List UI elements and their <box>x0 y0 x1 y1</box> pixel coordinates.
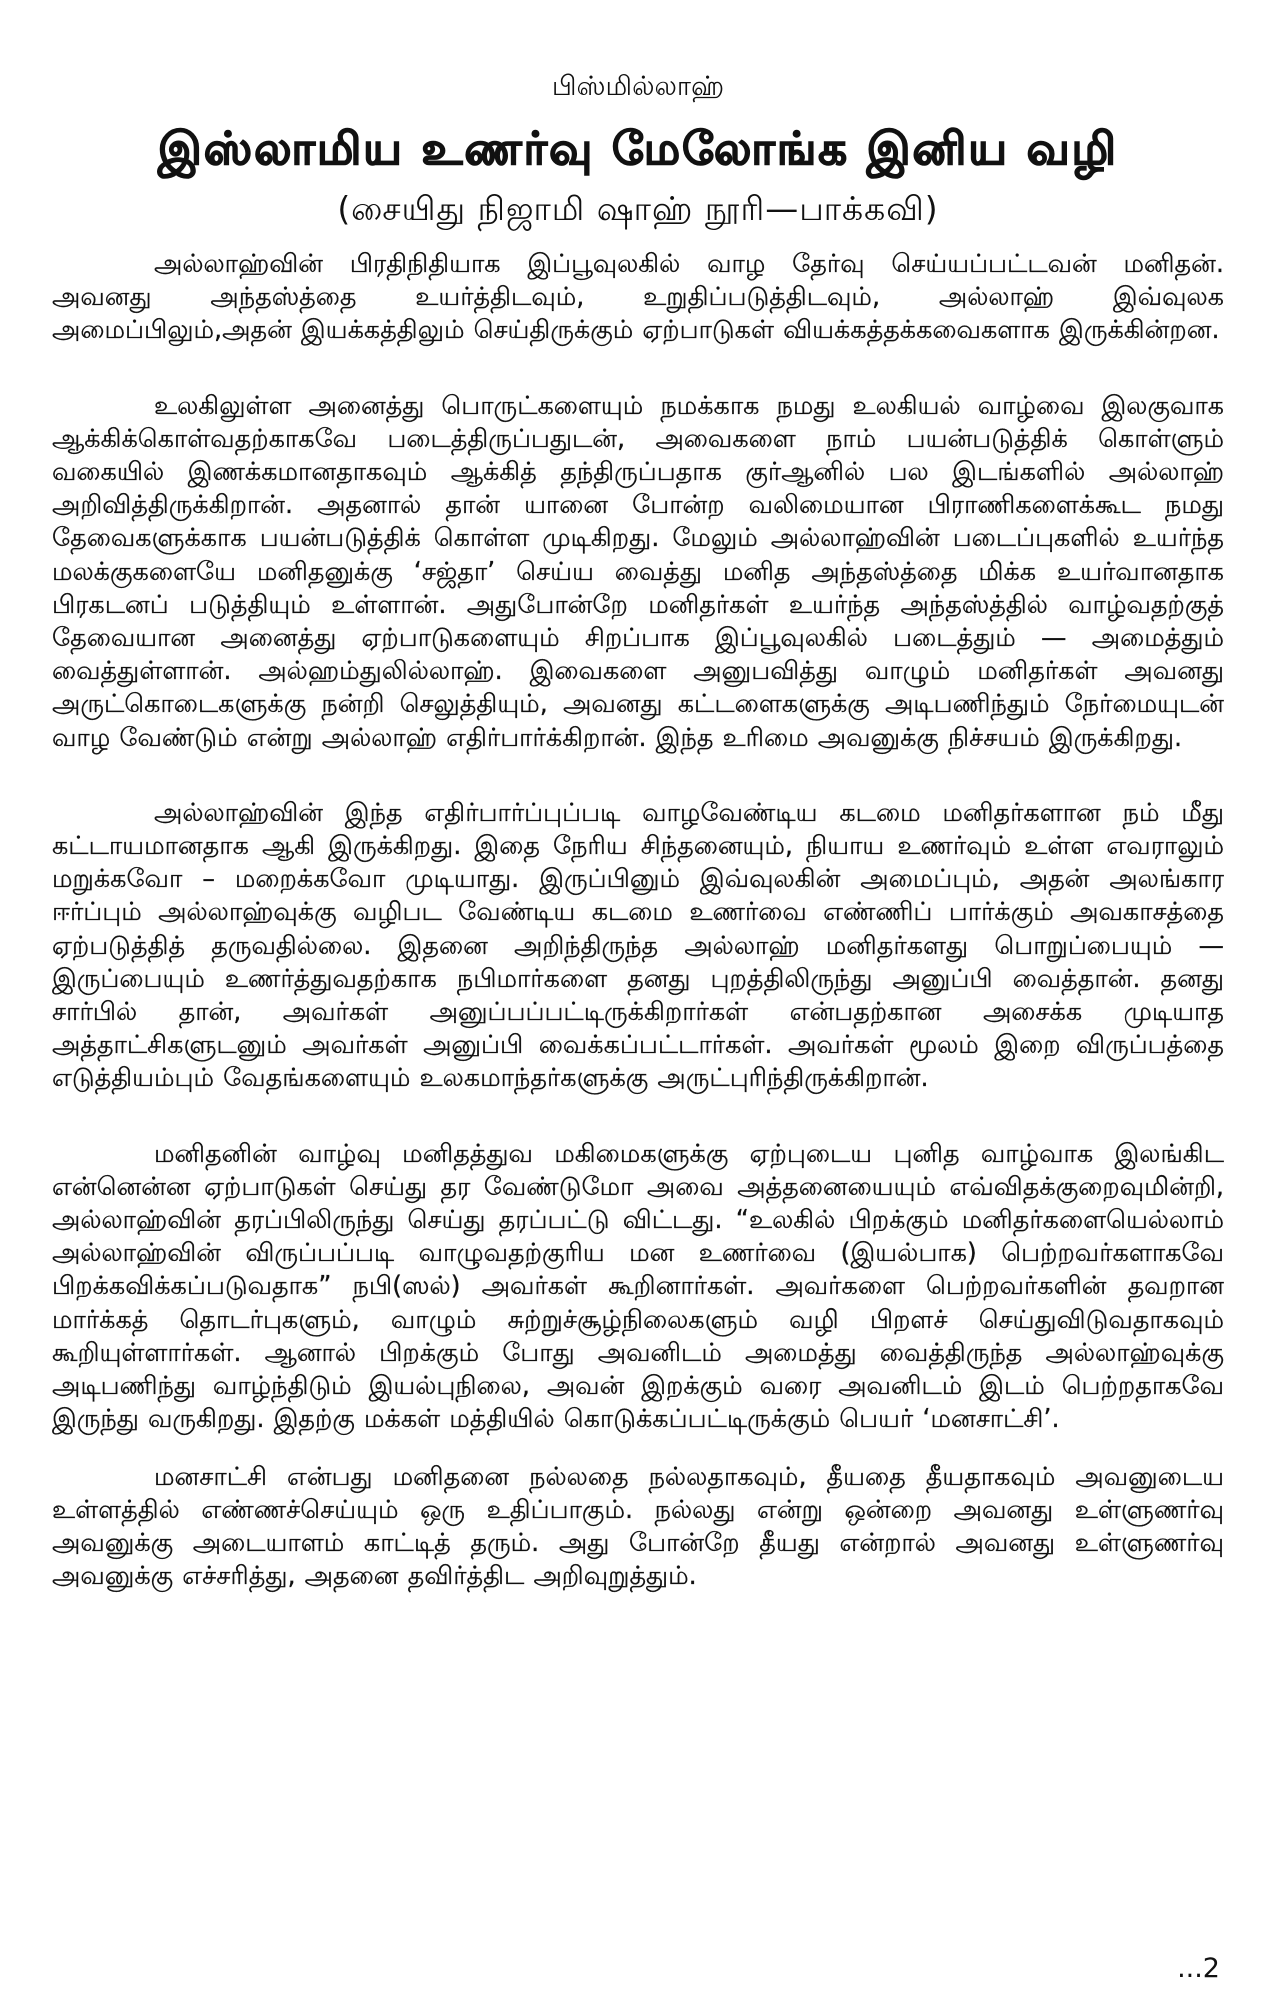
paragraph-1: அல்லாஹ்வின் பிரதிநிதியாக இப்பூவுலகில் வாழ தேர்வு செய்யப்பட்டவன் மனிதன். அவனது அந்தஸ்த்தை உயர்த்திடவும், உறுதிப்படுத்திடவும், அல்லாஹ் இவ்வுலக அமைப்பிலும்,அதன் இயக்கத்திலும் செய்திருக்கும் ஏற்பாடுகள் வியக்கத்தக்கவைகளாக இருக்கின்றன. <box>52 249 1224 346</box>
bismillah-header: பிஸ்மில்லாஹ் <box>551 71 725 102</box>
article-author: (சையிது நிஜாமி ஷாஹ் நூரி—பாக்கவி) <box>337 189 939 228</box>
paragraph-4: மனிதனின் வாழ்வு மனிதத்துவ மகிமைகளுக்கு ஏற்புடைய புனித வாழ்வாக இலங்கிட என்னென்ன ஏற்பாடுகள் செய்து தர வேண்டுமோ அவை அத்தனையையும் எவ்விதக்குறைவுமின்றி, அல்லாஹ்வின் தரப்பிலிருந்து செய்து தரப்பட்டு விட்டது. “உலகில் பிறக்கும் மனிதர்களையெல்லாம் அல்லாஹ்வின் விருப்பப்படி வாழுவதற்குரிய மன உணர்வை (இயல்பாக) பெற்றவர்களாகவே பிறக்கவிக்கப்படுவதாக” நபி(ஸல்) அவர்கள் கூறினார்கள். அவர்களை பெற்றவர்களின் தவறான மார்க்கத் தொடர்புகளும், வாழும் சுற்றுச்சூழ்நிலைகளும் வழி பிறளச் செய்துவிடுவதாகவும் கூறியுள்ளார்கள். ஆனால் பிறக்கும் போது அவனிடம் அமைத்து வைத்திருந்த அல்லாஹ்வுக்கு அடிபணிந்து வாழ்ந்திடும் இயல்புநிலை, அவன் இறக்கும் வரை அவனிடம் இடம் பெற்றதாகவே இருந்து வருகிறது. இதற்கு மக்கள் மத்தியில் கொடுக்கப்பட்டிருக்கும் பெயர் ‘மனசாட்சி’. <box>52 1138 1224 1435</box>
paragraph-3: அல்லாஹ்வின் இந்த எதிர்பார்ப்புப்படி வாழவேண்டிய கடமை மனிதர்களான நம் மீது கட்டாயமானதாக ஆகி இருக்கிறது. இதை நேரிய சிந்தனையும், நியாய உணர்வும் உள்ள எவராலும் மறுக்கவோ – மறைக்கவோ முடியாது. இருப்பினும் இவ்வுலகின் அமைப்பும், அதன் அலங்கார ஈர்ப்பும் அல்லாஹ்வுக்கு வழிபட வேண்டிய கடமை உணர்வை எண்ணிப் பார்க்கும் அவகாசத்தை ஏற்படுத்தித் தருவதில்லை. இதனை அறிந்திருந்த அல்லாஹ் மனிதர்களது பொறுப்பையும் — இருப்பையும் உணர்த்துவதற்காக நபிமார்களை தனது புறத்திலிருந்து அனுப்பி வைத்தான். தனது சார்பில் தான், அவர்கள் அனுப்பப்பட்டிருக்கிறார்கள் என்பதற்கான அசைக்க முடியாத அத்தாட்சிகளுடனும் அவர்கள் அனுப்பி வைக்கப்பட்டார்கள். அவர்கள் மூலம் இறை விருப்பத்தை எடுத்தியம்பும் வேதங்களையும் உலகமாந்தர்களுக்கு அருட்புரிந்திருக்கிறான். <box>52 797 1224 1094</box>
article-title: இஸ்லாமிய உணர்வு மேலோங்க இனிய வழி <box>158 122 1118 175</box>
page-number: ...2 <box>1177 1953 1220 1984</box>
paragraph-5: மனசாட்சி என்பது மனிதனை நல்லதை நல்லதாகவும், தீயதை தீயதாகவும் அவனுடைய உள்ளத்தில் எண்ணச்செய்யும் ஒரு உதிப்பாகும். நல்லது என்று ஒன்றை அவனது உள்ளுணர்வு அவனுக்கு அடையாளம் காட்டித் தரும். அது போன்றே தீயது என்றால் அவனது உள்ளுணர்வு அவனுக்கு எச்சரித்து, அதனை தவிர்த்திட அறிவுறுத்தும். <box>52 1461 1224 1592</box>
paragraph-2: உலகிலுள்ள அனைத்து பொருட்களையும் நமக்காக நமது உலகியல் வாழ்வை இலகுவாக ஆக்கிக்கொள்வதற்காகவே படைத்திருப்பதுடன், அவைகளை நாம் பயன்படுத்திக் கொள்ளும் வகையில் இணக்கமானதாகவும் ஆக்கித் தந்திருப்பதாக குர்ஆனில் பல இடங்களில் அல்லாஹ் அறிவித்திருக்கிறான். அதனால் தான் யானை போன்ற வலிமையான பிராணிகளைக்கூட நமது தேவைகளுக்காக பயன்படுத்திக் கொள்ள முடிகிறது. மேலும் அல்லாஹ்வின் படைப்புகளில் உயர்ந்த மலக்குகளையே மனிதனுக்கு ‘சஜ்தா’ செய்ய வைத்து மனித அந்தஸ்த்தை மிக்க உயர்வானதாக பிரகடனப் படுத்தியும் உள்ளான். அதுபோன்றே மனிதர்கள் உயர்ந்த அந்தஸ்த்தில் வாழ்வதற்குத் தேவையான அனைத்து ஏற்பாடுகளையும் சிறப்பாக இப்பூவுலகில் படைத்தும் — அமைத்தும் வைத்துள்ளான். அல்ஹம்துலில்லாஹ். இவைகளை அனுபவித்து வாழும் மனிதர்கள் அவனது அருட்கொடைகளுக்கு நன்றி செலுத்தியும், அவனது கட்டளைகளுக்கு அடிபணிந்தும் நேர்மையுடன் வாழ வேண்டும் என்று அல்லாஹ் எதிர்பார்க்கிறான். இந்த உரிமை அவனுக்கு நிச்சயம் இருக்கிறது. <box>52 390 1224 753</box>
